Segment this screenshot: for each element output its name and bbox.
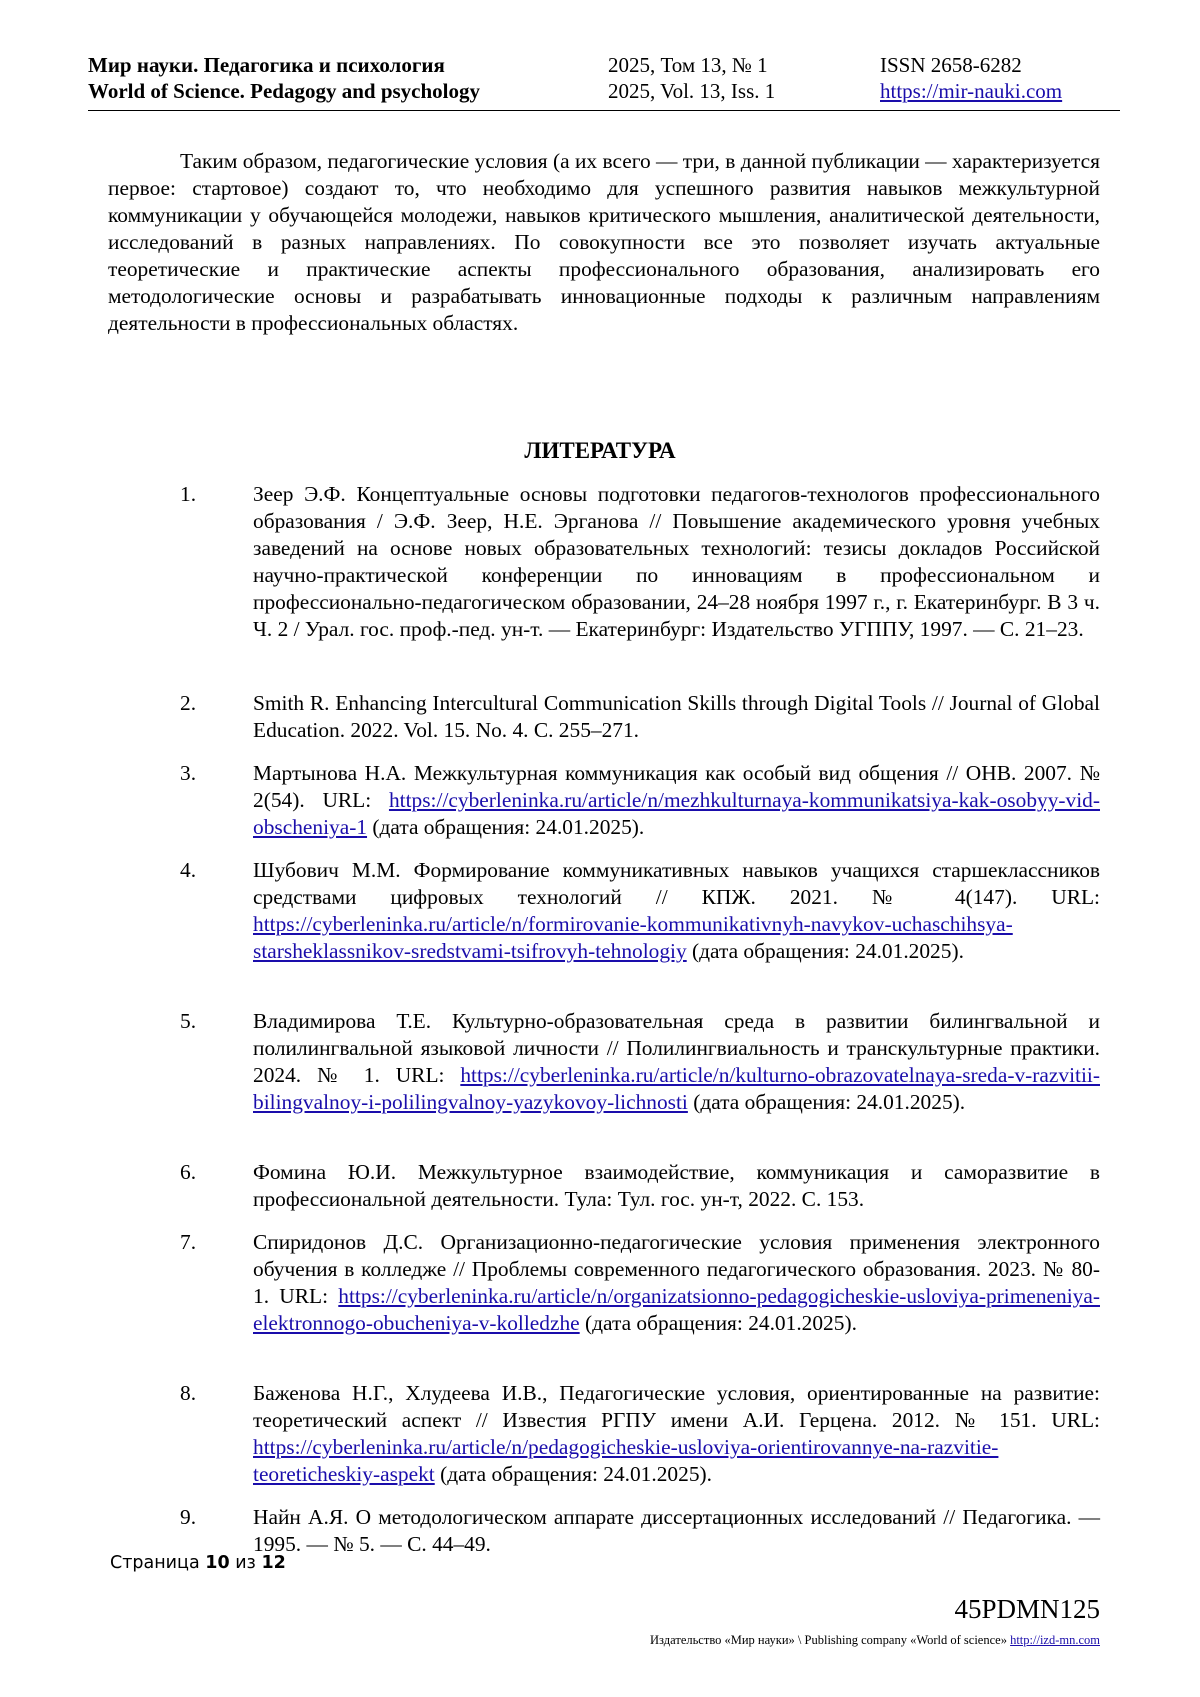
reference-access-date: (дата обращения: 24.01.2025). — [686, 939, 964, 963]
reference-link[interactable]: https://cyberleninka.ru/article/n/pedagogicheskie-usloviya-orientirovannye-na-razvitie-teoreticheskiy-aspekt — [253, 1435, 999, 1486]
reference-number: 8. — [180, 1381, 197, 1405]
reference-item — [180, 760, 1100, 841]
reference-text: Владимирова Т.Е. Культурно-образовательная среда в развитии билингвальной и полилингвальной языковой личности // Полилингвиальность и транскультурные практики. 2024. № 1. URL: — [253, 1009, 1100, 1087]
reference-number: 4. — [180, 858, 197, 882]
reference-text: Зеер Э.Ф. Концептуальные основы подготовки педагогов-технологов профессионального образования / Э.Ф. Зеер, Н.Е. Эрганова // Повышение академического уровня учебных заведений на основе новых образовательных технологий: тезисы докладов Российской научно-практической конференции по инновациям в профессиональном и профессионально-педагогическом образовании, 24–28 ноября 1997 г., г. Екатеринбург. В 3 ч. Ч. 2 / Урал. гос. проф.-пед. ун-т. — Екатеринбург: Издательство УГППУ, 1997. — С. 21–23. — [253, 482, 1100, 641]
reference-item — [180, 1380, 1100, 1488]
reference-item — [180, 857, 1100, 965]
reference-text: Мартынова Н.А. Межкультурная коммуникация как особый вид общения // ОНВ. 2007. № 2(54). URL: — [253, 761, 1100, 812]
reference-text: Smith R. Enhancing Intercultural Communication Skills through Digital Tools // Journal of Global Education. 2022. Vol. 15. No. 4. С. 255–271. — [253, 691, 1100, 742]
reference-link[interactable]: https://cyberleninka.ru/article/n/kulturno-obrazovatelnaya-sreda-v-razvitii-bilingvalnoy-i-polilingvalnoy-yazykovoy-lichnosti — [253, 1063, 1100, 1114]
reference-number: 2. — [180, 691, 197, 715]
reference-link[interactable]: https://cyberleninka.ru/article/n/mezhkulturnaya-kommunikatsiya-kak-osobyy-vid-obscheniya-1 — [253, 788, 1100, 839]
reference-number: 1. — [180, 482, 197, 506]
journal-site-link[interactable]: https://mir-nauki.com — [880, 79, 1063, 103]
reference-text: Шубович М.М. Формирование коммуникативных навыков учащихся старшеклассников средствами цифровых технологий // КПЖ. 2021. № 4(147). URL: — [253, 858, 1100, 909]
reference-item — [180, 690, 1100, 744]
page-current: 10 — [205, 1553, 230, 1573]
journal-title-ru: Мир науки. Педагогика и психология — [88, 53, 445, 77]
reference-text: Спиридонов Д.С. Организационно-педагогические условия применения электронного обучения в колледже // Проблемы современного педагогического образования. 2023. № 80-1. URL: — [253, 1230, 1100, 1308]
page-prefix: Страница — [110, 1553, 206, 1573]
reference-number: 3. — [180, 761, 197, 785]
reference-access-date: (дата обращения: 24.01.2025). — [367, 815, 645, 839]
reference-link[interactable]: https://cyberleninka.ru/article/n/formirovanie-kommunikativnyh-navykov-uchaschihsya-starsheklassnikov-sredstvami-tsifrovyh-tehnologiy — [253, 912, 1013, 963]
reference-item — [180, 1159, 1100, 1213]
reference-link[interactable]: https://cyberleninka.ru/article/n/organizatsionno-pedagogicheskie-usloviya-primeneniya-elektronnogo-obucheniya-v-kolledzhe — [253, 1284, 1100, 1335]
reference-text: Баженова Н.Г., Хлудеева И.В., Педагогические условия, ориентированные на развитие: теоретический аспект // Известия РГПУ имени А.И. Герцена. 2012. № 151. URL: — [253, 1381, 1100, 1432]
reference-number: 6. — [180, 1160, 197, 1184]
references-heading: ЛИТЕРАТУРА — [524, 438, 676, 463]
publisher-text: Издательство «Мир науки» \ Publishing company «World of science» — [650, 1633, 1011, 1647]
header-rule — [88, 110, 1120, 111]
reference-number: 5. — [180, 1009, 197, 1033]
page-total: 12 — [261, 1553, 286, 1573]
reference-item — [180, 1229, 1100, 1337]
issue-ru: 2025, Том 13, № 1 — [608, 53, 768, 77]
reference-item — [180, 1504, 1100, 1558]
reference-number: 7. — [180, 1230, 197, 1254]
issn: ISSN 2658-6282 — [880, 53, 1022, 77]
publisher-line — [650, 1633, 1100, 1648]
body-paragraph: Таким образом, педагогические условия (а их всего — три, в данной публикации — характеризуется первое: стартовое) создают то, что необходимо для успешного развития навыков межкультурной коммуникации у обучающейся молодежи, навыков критического мышления, аналитической деятельности, исследований в разных направлениях. По совокупности все это позволяет изучать актуальные теоретические и практические аспекты профессионального образования, анализировать его методологические основы и разрабатывать инновационные подходы к различным направлениям деятельности в профессиональных областях. — [108, 149, 1100, 335]
article-code: 45PDMN125 — [954, 1594, 1100, 1624]
reference-text: Найн А.Я. О методологическом аппарате диссертационных исследований // Педагогика. — 1995. — № 5. — С. 44–49. — [253, 1505, 1100, 1556]
reference-access-date: (дата обращения: 24.01.2025). — [687, 1090, 966, 1114]
reference-item — [180, 481, 1100, 643]
page-header — [88, 52, 1120, 112]
page-mid: из — [229, 1553, 262, 1573]
reference-item — [180, 1008, 1100, 1116]
issue-en: 2025, Vol. 13, Iss. 1 — [608, 79, 776, 103]
reference-number: 9. — [180, 1505, 197, 1529]
publisher-link[interactable]: http://izd-mn.com — [1010, 1633, 1100, 1647]
reference-access-date: (дата обращения: 24.01.2025). — [579, 1311, 857, 1335]
journal-title-en: World of Science. Pedagogy and psychology — [88, 79, 481, 103]
page-counter — [110, 1553, 286, 1573]
reference-access-date: (дата обращения: 24.01.2025). — [434, 1462, 712, 1486]
reference-text: Фомина Ю.И. Межкультурное взаимодействие, коммуникация и саморазвитие в профессиональной деятельности. Тула: Тул. гос. ун-т, 2022. С. 153. — [253, 1160, 1100, 1211]
